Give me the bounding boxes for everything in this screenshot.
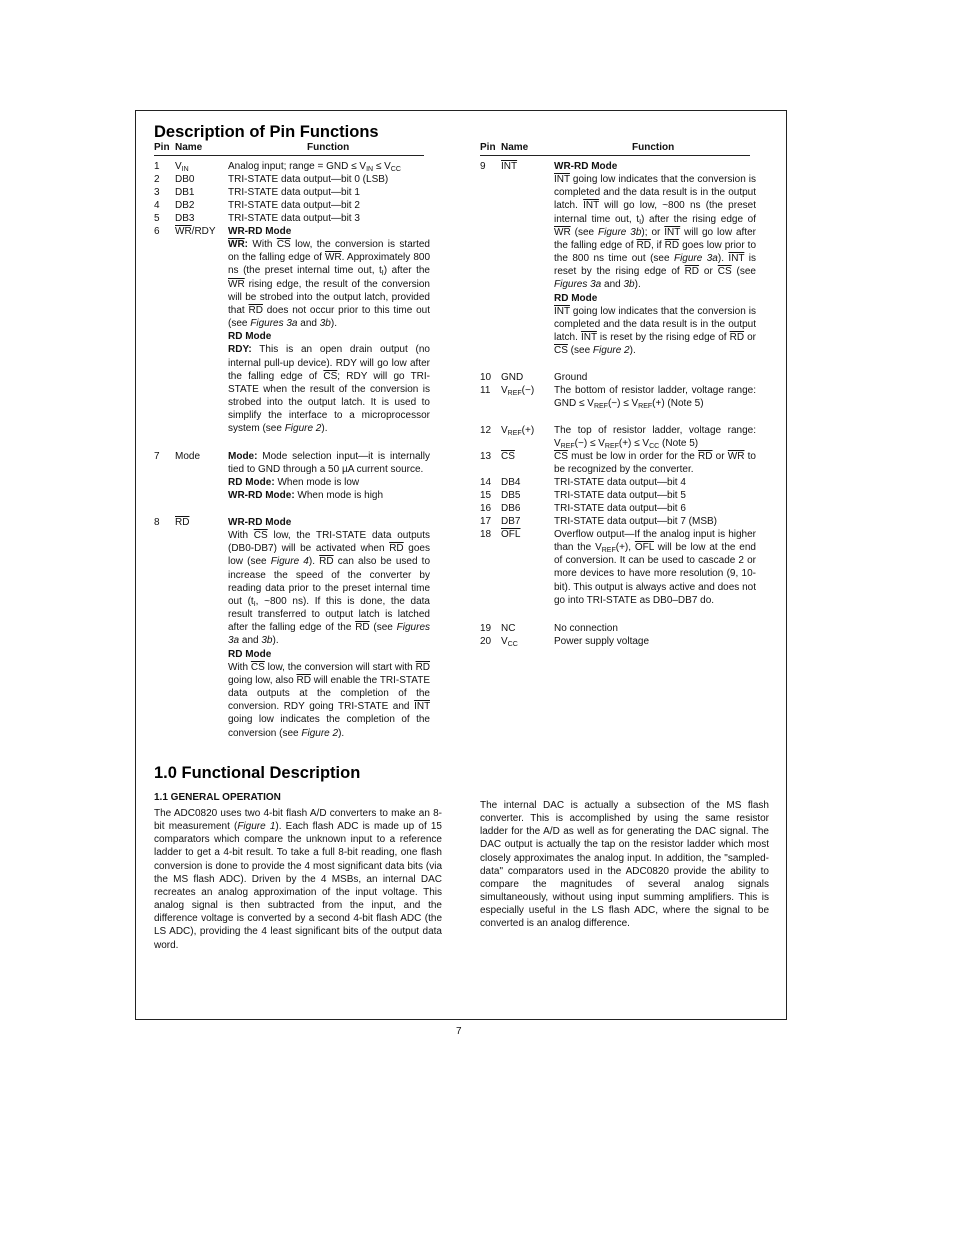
- pin-function: Power supply voltage: [554, 636, 650, 647]
- pin-number: 9: [480, 161, 486, 172]
- pin-function: The top of resistor ladder, voltage range: $V_{REF}(-) \le V_{REF}(+) \le V_{CC}$ (Note 5): [554, 425, 756, 451]
- pin-function: The bottom of resistor ladder, voltage range: GND ≤ $V_{REF}(-) \le V_{REF}(+)$ (Note 5): [554, 385, 756, 411]
- pin-number: 12: [480, 425, 492, 436]
- pin-function: TRI-STATE data output—bit 0 (LSB): [228, 174, 389, 185]
- pin-name: $\overline{OFL}$: [501, 529, 521, 540]
- pin-function: TRI-STATE data output—bit 7 (MSB): [554, 516, 718, 527]
- pin-name: DB1: [175, 187, 195, 198]
- pin-name: $V_{REF}(-)$: [501, 385, 535, 397]
- pin-name: GND: [501, 372, 524, 383]
- pin-number: 4: [154, 200, 160, 211]
- pin-function: Overflow output—If the analog input is higher than the $V_{REF}(+)$, $\overline{OFL}$ will be low at the end of conversion. It can be used to cascade 2 or more devices to have more resolution (9, 10-bit). This output is always active and does not go into TRI-STATE as DB0–DB7 do.: [554, 529, 756, 606]
- pin-number: 5: [154, 213, 160, 224]
- header-pin: Pin: [480, 142, 496, 153]
- pin-function: TRI-STATE data output—bit 2: [228, 200, 360, 211]
- pin-name: $V_{CC}$: [501, 636, 518, 648]
- pin-name: DB6: [501, 503, 521, 514]
- pin-number: 13: [480, 451, 492, 462]
- pin-number: 8: [154, 517, 160, 528]
- pin-function: WR-RD Mode $\overline{INT}$ going low indicates that the conversion is completed and the data result is in the output latch. $\overline{INT}$ will go low, ~800 ns (the preset internal time out, $t_I$) after the rising edge of $\overline{WR}$ (see Figure 3b); or $\overline{INT}$ will go low after the falling edge of $\overline{RD}$, if $\overline{RD}$ goes low prior to the 800 ns time out (see Figure 3a). $\overline{INT}$ is reset by the rising edge of $\overline{RD}$ or $\overline{CS}$ (see Figures 3a and 3b). RD Mode $\overline{INT}$ going low indicates that the conversion is completed and the data result is in the output latch. $\overline{INT}$ is reset by the rising edge of $\overline{RD}$ or $\overline{CS}$ (see Figure 2).: [554, 161, 757, 357]
- pin-name: DB2: [175, 200, 195, 211]
- pin-number: 20: [480, 636, 492, 647]
- pin-number: 2: [154, 174, 160, 185]
- pin-name: DB4: [501, 477, 521, 488]
- pin-name: $\overline{INT}$: [501, 161, 518, 172]
- section-title: Description of Pin Functions: [154, 123, 379, 141]
- pin-number: 16: [480, 503, 492, 514]
- pin-function: TRI-STATE data output—bit 4: [554, 477, 686, 488]
- pin-number: 17: [480, 516, 492, 527]
- pin-number: 19: [480, 623, 492, 634]
- pin-function: TRI-STATE data output—bit 6: [554, 503, 686, 514]
- pin-name: DB3: [175, 213, 195, 224]
- pin-number: 11: [480, 385, 491, 396]
- pin-name: DB5: [501, 490, 521, 501]
- pin-number: 7: [154, 451, 160, 462]
- pin-name: DB7: [501, 516, 521, 527]
- general-operation-paragraph-2: The internal DAC is actually a subsection of the MS flash converter. This is accomplished by using the same resistor ladder for the A/D as well as for generating the DAC signal. The DAC output is actually the tap on the resistor ladder which most closely approximates the analog input. In addition, the "sampled-data" comparators used in the ADC0820 provide the ability to compare the magnitudes of several analog signals simultaneously, without using input summing amplifiers. This is especially useful in the LS flash ADC, where the signal to be converted is an analog difference.: [480, 800, 769, 930]
- pin-name: $\overline{CS}$: [501, 451, 515, 462]
- header-function: Function: [632, 142, 675, 153]
- pin-number: 14: [480, 477, 492, 488]
- general-operation-paragraph-1: The ADC0820 uses two 4-bit flash A/D converters to make an 8-bit measurement (Figure 1). Each flash ADC is made up of 15 comparators which compare the unknown input to a reference ladder to get a 4-bit result. To take a full 8-bit reading, one flash conversion is done to provide the 4 most significant data bits (via the MS flash ADC). Driven by the 4 MSBs, an internal DAC recreates an analog approximation of the input voltage. This analog signal is then subtracted from the input, and the difference voltage is converted by a second 4-bit flash ADC (the LS ADC), providing the 4 least significant bits of the output data word.: [154, 808, 442, 951]
- header-pin: Pin: [154, 142, 170, 153]
- pin-name: DB0: [175, 174, 195, 185]
- header-function: Function: [307, 142, 350, 153]
- functional-title: 1.0 Functional Description: [154, 764, 361, 782]
- pin-name: Mode: [175, 451, 201, 462]
- pin-function: WR-RD Mode With $\overline{CS}$ low, the TRI-STATE data outputs (DB0-DB7) will be activated when $\overline{RD}$ goes low (see Figure 4). $\overline{RD}$ can also be used to increase the speed of the converter by reading data prior to the preset internal time out ($t_I$, ~800 ns). If this is done, the data result transferred to output latch is latched after the falling edge of the $\overline{RD}$ (see Figures 3a and 3b). RD Mode With $\overline{CS}$ low, the conversion will start with $\overline{RD}$ going low, also $\overline{RD}$ will enable the TRI-STATE data outputs at the completion of the conversion. RDY going TRI-STATE and $\overline{INT}$ going low indicates the completion of the conversion (see Figure 2).: [228, 517, 431, 739]
- pin-function: $\overline{CS}$ must be low in order for the $\overline{RD}$ or $\overline{WR}$ to be recognized by the converter.: [554, 451, 756, 476]
- pin-name: $\overline{WR}$/RDY: [175, 226, 216, 237]
- pin-function: No connection: [554, 623, 618, 634]
- header-name: Name: [501, 142, 529, 153]
- pin-function: TRI-STATE data output—bit 5: [554, 490, 686, 501]
- pin-name: $V_{IN}$: [175, 161, 189, 173]
- pin-function: TRI-STATE data output—bit 3: [228, 213, 360, 224]
- pin-name: $V_{REF}(+)$: [501, 425, 535, 437]
- header-name: Name: [175, 142, 203, 153]
- pin-number: 6: [154, 226, 160, 237]
- pin-name: $\overline{RD}$: [175, 517, 190, 528]
- pin-function: TRI-STATE data output—bit 1: [228, 187, 360, 198]
- general-operation-title: 1.1 GENERAL OPERATION: [154, 792, 281, 803]
- pin-number: 18: [480, 529, 492, 540]
- pin-function: Analog input; range = GND ≤ $V_{IN} \le V_{CC}$: [228, 161, 401, 173]
- pin-function: WR-RD Mode $\overline{WR}$: With $\overline{CS}$ low, the conversion is started on the falling edge of $\overline{WR}$. Approximately 800 ns (the preset internal time out, $t_I$) after the $\overline{WR}$ rising edge, the result of the conversion will be strobed into the output latch, provided that $\overline{RD}$ does not occur prior to this time out (see Figures 3a and 3b). RD Mode RDY: This is an open drain output (no internal pull-up device). RDY will go low after the falling edge of $\overline{CS}$; RDY will go TRI-STATE when the result of the conversion is strobed into the output latch. It is used to simplify the interface to a microprocessor system (see Figure 2).: [228, 226, 431, 435]
- pin-number: 1: [154, 161, 160, 172]
- pin-name: NC: [501, 623, 516, 634]
- left-table-header: [154, 142, 424, 156]
- right-table-header: [480, 142, 750, 156]
- pin-number: 10: [480, 372, 492, 383]
- pin-function: Mode: Mode selection input—it is internally tied to GND through a 50 µA current source. RD Mode: When mode is low WR-RD Mode: When mode is high: [228, 451, 430, 502]
- pin-number: 3: [154, 187, 160, 198]
- page-number: 7: [456, 1026, 462, 1037]
- pin-number: 15: [480, 490, 492, 501]
- pin-function: Ground: [554, 372, 588, 383]
